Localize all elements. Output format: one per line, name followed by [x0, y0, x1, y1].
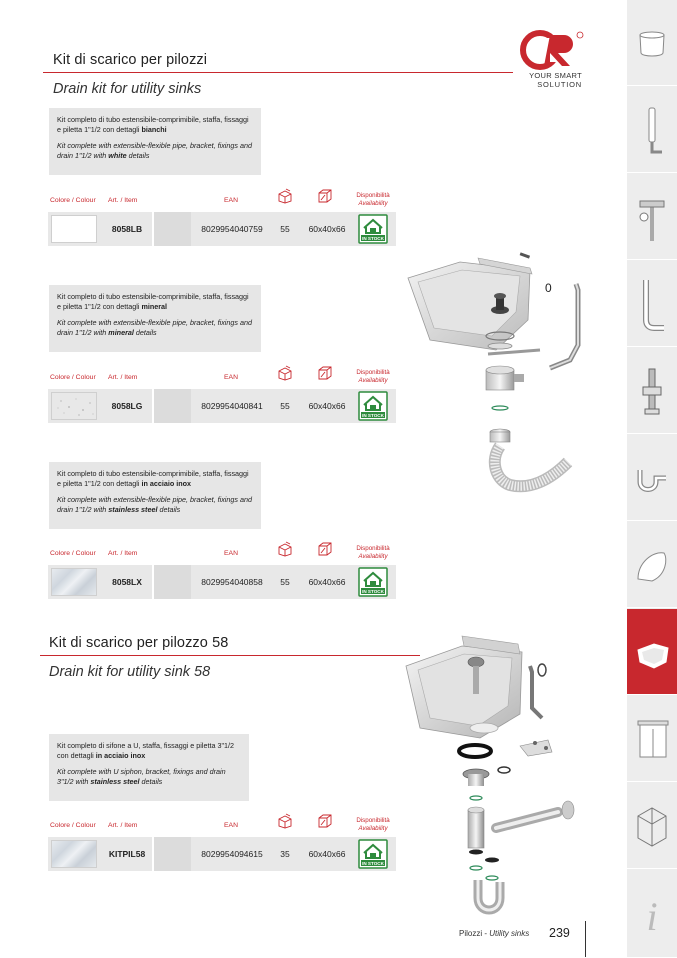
product-description: Kit completo di tubo estensibile-comprimibile, staffa, fissaggi e piletta 1"1/2 con dettagli mineral Kit complete with extensible-flexible pipe, bracket, fixings and drain 1"1/2 with mineral details — [49, 285, 261, 352]
item-header: Art. / Item — [108, 822, 138, 829]
box-quantity-icon — [277, 188, 293, 204]
svg-text:IN STOCK: IN STOCK — [362, 413, 384, 418]
colour-swatch — [51, 568, 97, 596]
box-size: 60x40x66 — [308, 849, 346, 859]
tab-flush-valve[interactable] — [627, 348, 677, 434]
tab-toilet-seat[interactable] — [627, 522, 677, 608]
availability-header: Disponibilità Availability — [356, 817, 390, 832]
table-row — [48, 389, 396, 423]
tab-flush-pipe[interactable] — [627, 87, 677, 173]
availability-header: Disponibilità Availability — [356, 545, 390, 560]
box-quantity-icon — [277, 365, 293, 381]
colour-swatch — [51, 215, 97, 243]
svg-text:IN STOCK: IN STOCK — [362, 589, 384, 594]
ean-code: 8029954040841 — [201, 401, 263, 411]
drain-kit-exploded-drawing — [400, 250, 605, 510]
tab-fill-valve[interactable] — [627, 174, 677, 260]
box-quantity-icon — [277, 541, 293, 557]
footer-divider — [585, 921, 586, 957]
item-header: Art. / Item — [108, 197, 138, 204]
table-row — [48, 837, 396, 871]
bend-pipe-icon — [632, 274, 672, 334]
tab-cabinet[interactable] — [627, 696, 677, 782]
brand-tagline: YOUR SMART SOLUTION — [529, 71, 582, 89]
box-dimensions-icon — [317, 188, 333, 204]
ean-code: 8029954094615 — [201, 849, 263, 859]
fill-valve-icon — [632, 187, 672, 247]
utility-sink-58-exploded-drawing — [400, 628, 610, 918]
section-title: Kit di scarico per pilozzo 58 — [49, 635, 229, 651]
item-code: 8058LX — [112, 577, 142, 587]
box-size: 60x40x66 — [308, 224, 346, 234]
table-row — [48, 565, 396, 599]
footer-category: Pilozzi - Utility sinks — [459, 929, 530, 938]
box-size: 60x40x66 — [308, 577, 346, 587]
item-code: 8058LG — [111, 401, 143, 411]
section-title: Kit di scarico per pilozzi — [53, 52, 208, 68]
cell-spacer — [152, 389, 191, 423]
box-dimensions-icon — [317, 541, 333, 557]
section-subtitle: Drain kit for utility sinks — [53, 81, 202, 97]
box-dimensions-icon — [317, 813, 333, 829]
pack-quantity: 55 — [280, 577, 290, 587]
in-stock-badge — [358, 839, 388, 869]
item-code: KITPIL58 — [108, 849, 146, 859]
tab-cistern[interactable] — [627, 0, 677, 86]
ean-header: EAN — [224, 197, 238, 204]
flush-pipe-icon — [632, 100, 672, 160]
ean-header: EAN — [224, 822, 238, 829]
cell-spacer — [152, 837, 191, 871]
in-stock-badge — [358, 391, 388, 421]
in-stock-badge — [358, 567, 388, 597]
cell-spacer — [152, 212, 191, 246]
tab-utility-sink[interactable] — [627, 609, 677, 695]
svg-text:IN STOCK: IN STOCK — [362, 236, 384, 241]
item-header: Art. / Item — [108, 550, 138, 557]
svg-text:i: i — [646, 893, 658, 939]
item-code: 8058LB — [111, 224, 143, 234]
shower-box-icon — [632, 796, 672, 856]
title-divider — [43, 72, 513, 73]
box-size: 60x40x66 — [308, 401, 346, 411]
ean-code: 8029954040759 — [201, 224, 263, 234]
utility-sink-icon — [632, 622, 672, 682]
product-description: Kit completo di tubo estensibile-comprimibile, staffa, fissaggi e piletta 1"1/2 con dettagli in acciaio inox Kit complete with extensible-flexible pipe, bracket, fixings and drain 1"1/2 with stainless steel details — [49, 462, 261, 529]
siphon-icon — [632, 448, 672, 508]
category-sidebar — [627, 0, 677, 958]
pack-quantity: 55 — [280, 401, 290, 411]
cabinet-icon — [632, 709, 672, 769]
colour-swatch — [51, 392, 97, 420]
svg-text:0: 0 — [545, 281, 552, 295]
colour-header: Colore / Colour — [50, 374, 96, 381]
tab-shower-box[interactable] — [627, 783, 677, 869]
availability-header: Disponibilità Availability — [356, 192, 390, 207]
info-icon — [632, 884, 672, 944]
toilet-seat-icon — [632, 535, 672, 595]
colour-header: Colore / Colour — [50, 822, 96, 829]
product-description: Kit completo di tubo estensibile-comprimibile, staffa, fissaggi e piletta 1"1/2 con dettagli bianchi Kit complete with extensible-flexible pipe, bracket, fixings and drain 1"1/2 with white details — [49, 108, 261, 175]
availability-header: Disponibilità Availability — [356, 369, 390, 384]
colour-swatch — [51, 840, 97, 868]
box-dimensions-icon — [317, 365, 333, 381]
product-description: Kit completo di sifone a U, staffa, fissaggi e piletta 3"1/2 con dettagli in acciaio inox Kit complete with U siphon, bracket, fixings and drain 3"1/2 with stainless steel details — [49, 734, 249, 801]
cistern-icon — [632, 13, 672, 73]
tab-siphon[interactable] — [627, 435, 677, 521]
ean-header: EAN — [224, 374, 238, 381]
ean-header: EAN — [224, 550, 238, 557]
box-quantity-icon — [277, 813, 293, 829]
tab-info[interactable] — [627, 870, 677, 958]
colour-header: Colore / Colour — [50, 197, 96, 204]
cell-spacer — [152, 565, 191, 599]
title-divider — [40, 655, 420, 656]
flush-valve-icon — [632, 361, 672, 421]
in-stock-badge — [358, 214, 388, 244]
item-header: Art. / Item — [108, 374, 138, 381]
section-subtitle: Drain kit for utility sink 58 — [49, 664, 211, 680]
pack-quantity: 55 — [280, 224, 290, 234]
svg-text:IN STOCK: IN STOCK — [362, 861, 384, 866]
colour-header: Colore / Colour — [50, 550, 96, 557]
ean-code: 8029954040858 — [201, 577, 263, 587]
pack-quantity: 35 — [280, 849, 290, 859]
table-row — [48, 212, 396, 246]
page-number: 239 — [549, 926, 570, 940]
tab-bend-pipe[interactable] — [627, 261, 677, 347]
